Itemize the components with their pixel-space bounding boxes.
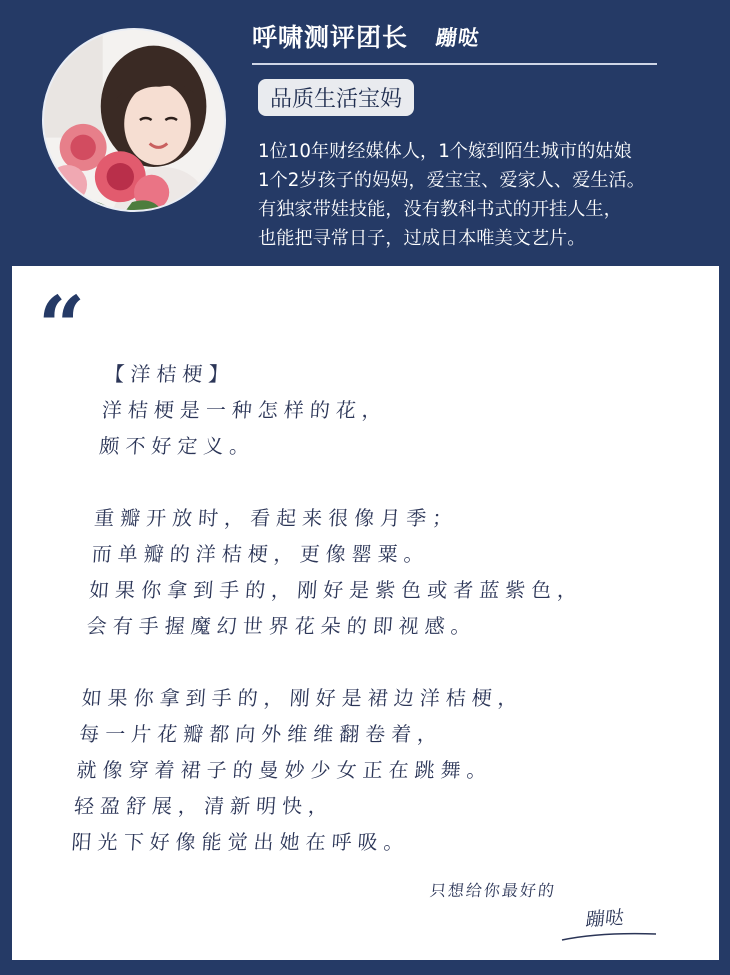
poem-text [70,356,725,860]
poem-line: 而单瓣的洋桔梗，更像罂粟。 [90,542,431,566]
role-badge: 品质生活宝妈 [258,79,414,116]
poem-card [12,266,719,960]
poem-line: 颇不好定义。 [98,434,257,458]
closing-line: 只想给你最好的 [428,881,557,900]
author-name: 呼啸测评团长 [252,23,409,52]
poem-line: 阳光下好像能觉出她在呼吸。 [70,830,411,854]
title-divider [252,63,657,65]
avatar-photo [44,30,224,210]
poem-line: 洋桔梗是一种怎样的花， [101,398,389,422]
poem-line: 就像穿着裙子的曼妙少女正在跳舞。 [75,758,494,782]
poem-line: 如果你拿到手的，刚好是裙边洋桔梗， [80,686,525,710]
quote-mark-icon: “ [38,279,86,375]
author-bio [258,137,720,253]
poem-line: 【洋桔梗】 [103,362,236,386]
poem-line [96,464,719,500]
bio-line: 1位10年财经媒体人，1个嫁到陌生城市的姑娘 [258,141,632,162]
poem-line: 每一片花瓣都向外维维翻卷着， [78,722,445,746]
poem-line: 如果你拿到手的，刚好是紫色或者蓝紫色， [88,578,585,602]
handwritten-signature: 蹦哒 [584,906,626,932]
bio-line: 1个2岁孩子的妈妈，爱宝宝、爱家人、爱生活。 [258,170,645,191]
avatar [42,28,226,212]
bio-line: 有独家带娃技能，没有教科书式的开挂人生， [258,199,622,220]
header-title [252,18,480,54]
poem-line [83,644,706,680]
signature-underline [560,928,658,944]
poem-line: 重瓣开放时，看起来很像月季； [93,506,460,530]
author-signature: 蹦哒 [434,25,482,50]
poem-line: 轻盈舒展，清新明快， [73,794,335,818]
poem-line: 会有手握魔幻世界花朵的即视感。 [85,614,478,638]
bio-line: 也能把寻常日子，过成日本唯美文艺片。 [258,228,586,249]
